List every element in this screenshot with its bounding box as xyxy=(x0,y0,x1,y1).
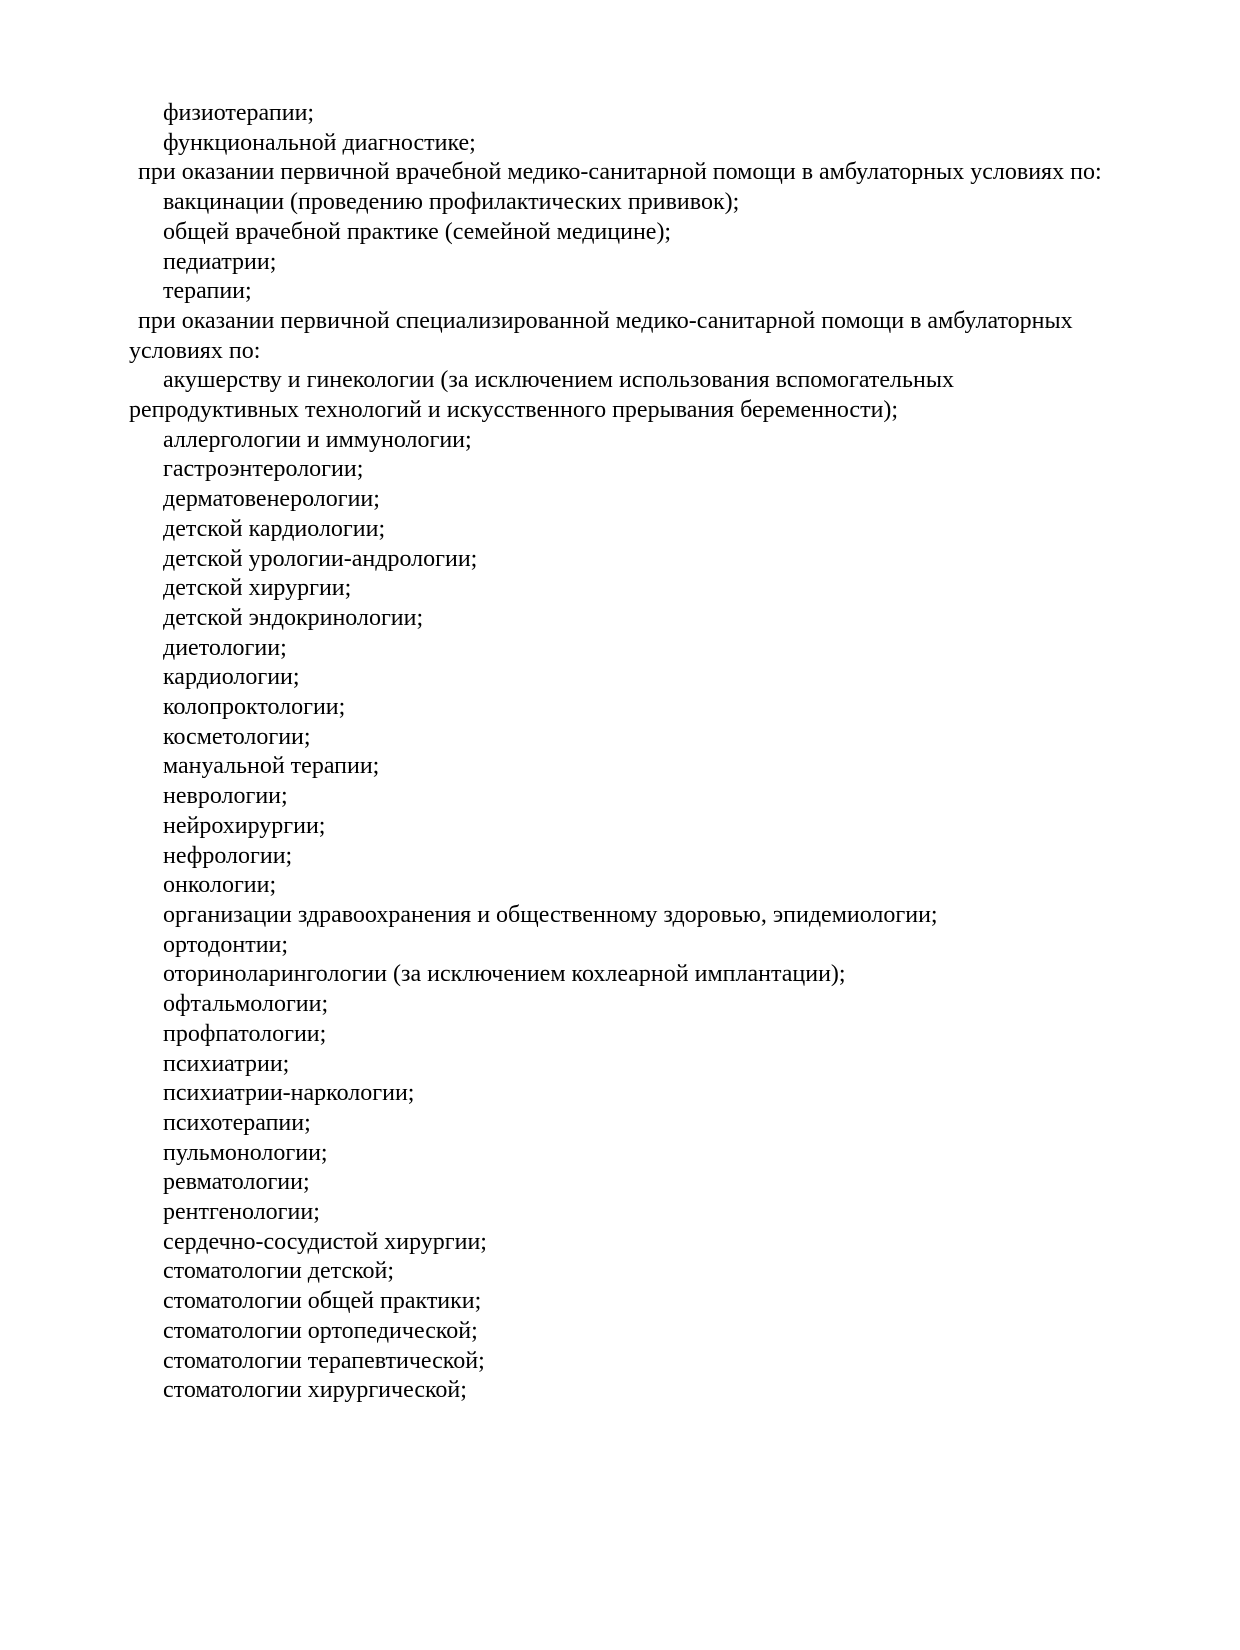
specialty-line: стоматологии общей практики; xyxy=(163,1288,482,1315)
specialty-line: стоматологии терапевтической; xyxy=(163,1347,485,1374)
specialty-line: общей врачебной практике (семейной медицине); xyxy=(163,218,672,245)
specialty-line: терапии; xyxy=(163,278,252,305)
specialty-line: психиатрии-наркологии; xyxy=(163,1080,415,1107)
specialty-line: физиотерапии; xyxy=(163,100,315,126)
specialty-line: стоматологии ортопедической; xyxy=(163,1317,478,1344)
specialty-line: колопроктологии; xyxy=(163,694,346,721)
specialty-line: мануальной терапии; xyxy=(163,753,380,780)
specialty-line: акушерству и гинекологии (за исключением использования вспомогательных репродуктивных технологий и искусственного прерывания беременности); xyxy=(129,367,954,424)
specialty-line: оториноларингологии (за исключением кохлеарной имплантации); xyxy=(163,961,846,988)
specialty-line: организации здравоохранения и общественному здоровью, эпидемиологии; xyxy=(163,901,938,928)
specialty-line: диетологии; xyxy=(163,634,287,661)
specialty-line: нефрологии; xyxy=(163,842,293,869)
specialty-line: детской хирургии; xyxy=(163,575,352,602)
specialty-line: детской эндокринологии; xyxy=(163,604,424,631)
specialty-line: рентгенологии; xyxy=(163,1199,320,1226)
specialty-line: ортодонтии; xyxy=(163,931,289,958)
specialty-line: пульмонологии; xyxy=(163,1139,328,1166)
specialty-line: косметологии; xyxy=(163,723,311,750)
specialty-line: гастроэнтерологии; xyxy=(163,456,364,483)
specialty-line: нейрохирургии; xyxy=(163,812,326,839)
document-text-block xyxy=(129,99,1106,1406)
specialty-line: онкологии; xyxy=(163,872,277,899)
specialty-line: функциональной диагностике; xyxy=(163,129,476,156)
specialty-line: стоматологии хирургической; xyxy=(163,1377,467,1404)
specialty-line: педиатрии; xyxy=(163,248,277,275)
specialty-line: неврологии; xyxy=(163,783,288,810)
paragraph-line: при оказании первичной врачебной медико-санитарной помощи в амбулаторных условиях по: xyxy=(138,159,1102,186)
specialty-line: детской кардиологии; xyxy=(163,515,386,542)
paragraph-line: при оказании первичной специализированной медико-санитарной помощи в амбулаторных условиях по: xyxy=(129,307,1073,364)
specialty-line: стоматологии детской; xyxy=(163,1258,395,1285)
specialty-line: аллергологии и иммунологии; xyxy=(163,426,472,453)
specialty-line: кардиологии; xyxy=(163,664,300,691)
specialty-line: психотерапии; xyxy=(163,1109,311,1136)
specialty-line: офтальмологии; xyxy=(163,991,329,1018)
specialty-line: сердечно-сосудистой хирургии; xyxy=(163,1228,487,1255)
specialty-line: детской урологии-андрологии; xyxy=(163,545,478,572)
specialty-line: психиатрии; xyxy=(163,1050,290,1077)
specialty-line: профпатологии; xyxy=(163,1020,327,1047)
specialty-line: дерматовенерологии; xyxy=(163,486,380,513)
specialty-line: вакцинации (проведению профилактических прививок); xyxy=(163,189,740,216)
specialty-line: ревматологии; xyxy=(163,1169,310,1196)
